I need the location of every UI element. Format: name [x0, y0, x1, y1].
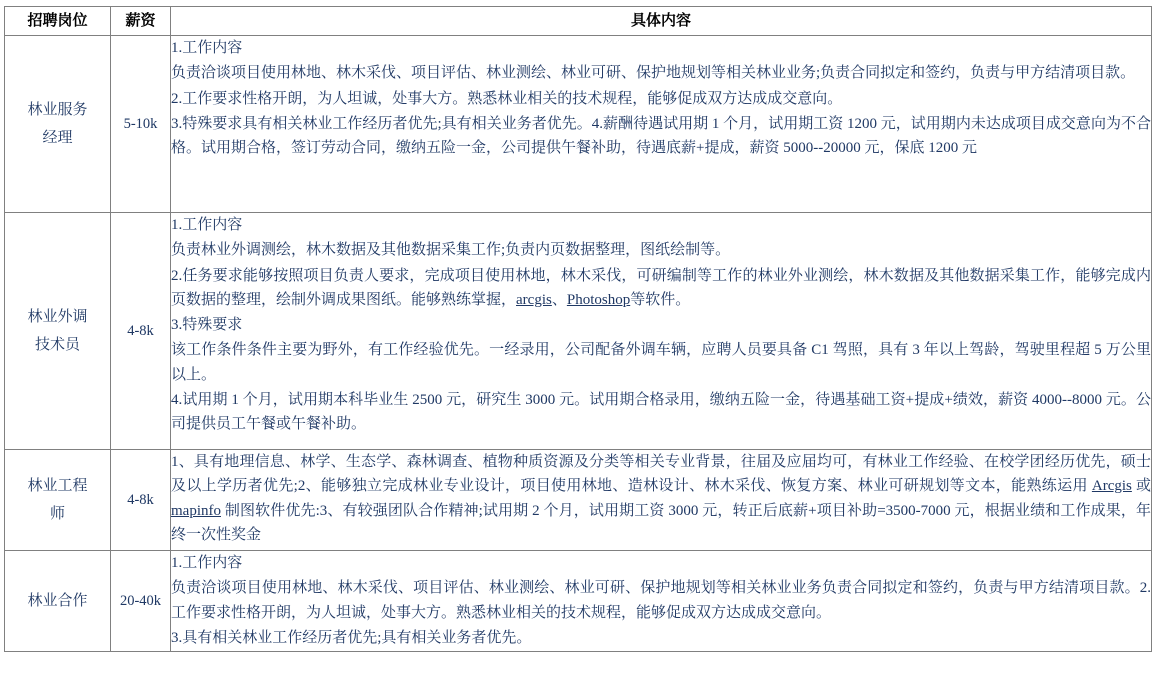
column-header-post: 招聘岗位: [5, 7, 111, 36]
detail-paragraph: 负责洽谈项目使用林地、林木采伐、项目评估、林业测绘、林业可研、保护地规划等相关林业业务负责合同拟定和签约，负责与甲方结清项目款。2.工作要求性格开朗，为人坦诚，处事大方。熟悉林业相关的技术规程，能够促成双方达成成交意向。: [171, 580, 1151, 621]
detail-text: 制图软件优先:3、有较强团队合作精神;试用期 2 个月，试用期工资 3000 元，转正后底薪+项目补助=3500-7000 元，根据业绩和工作成果，年终一次性奖金: [171, 502, 1151, 543]
detail-paragraph: 负责林业外调测绘，林木数据及其他数据采集工作;负责内页数据整理，图纸绘制等。: [171, 242, 731, 259]
cell-detail: [171, 450, 1152, 551]
job-listing-table: [4, 6, 1152, 652]
post-name-line2: 经理: [42, 130, 73, 146]
table-row: [5, 213, 1152, 450]
post-name-line2: 师: [49, 506, 65, 522]
cell-detail: [171, 36, 1152, 213]
post-name-line1: 林业外调: [27, 308, 88, 325]
cell-salary: 4-8k: [111, 450, 171, 551]
table-body: [5, 36, 1152, 652]
cell-salary: 5-10k: [111, 36, 171, 213]
detail-paragraph: 该工作条件条件主要为野外，有工作经验优先。一经录用，公司配备外调车辆，应聘人员要具备 C1 驾照，具有 3 年以上驾龄，驾驶里程超 5 万公里以上。: [171, 342, 1151, 383]
detail-paragraph: 2.工作要求性格开朗，为人坦诚，处事大方。熟悉林业相关的技术规程，能够促成双方达成成交意向。: [171, 90, 843, 107]
detail-paragraph: 3.具有相关林业工作经历者优先;具有相关业务者优先。: [171, 629, 532, 646]
software-name-arcgis: arcgis: [516, 291, 552, 308]
software-name-mapinfo: mapinfo: [171, 502, 221, 519]
detail-text: 1、具有地理信息、林学、生态学、森林调查、植物种质资源及分类等相关专业背景，往届及应届均可，有林业工作经验、在校学团经历优先，硕士及以上学历者优先;2、能够独立完成林业专业设计，项目使用林地、造林设计、林木采伐、恢复方案、林业可研规划等文本，能熟练运用: [171, 454, 1151, 495]
detail-text: 2.任务要求能够按照项目负责人要求，完成项目使用林地，林木采伐，可研编制等工作的林业外业测绘，林木数据及其他数据采集工作，能够完成内页数据的整理，绘制外调成果图纸。能够熟练掌握，: [171, 267, 1151, 308]
detail-paragraph: 4.试用期 1 个月，试用期本科毕业生 2500 元，研究生 3000 元。试用期合格录用，缴纳五险一金，待遇基础工资+提成+绩效，薪资 4000--8000 元。公司提供员工午餐或午餐补助。: [171, 392, 1151, 433]
detail-text: 或: [1131, 478, 1151, 495]
cell-detail: [171, 213, 1152, 450]
post-name-line1: 林业合作: [27, 592, 88, 609]
table-header-row: [5, 7, 1152, 36]
cell-post: [5, 36, 111, 213]
detail-paragraph: 1.工作内容: [171, 40, 243, 56]
cell-salary: 20-40k: [111, 551, 171, 652]
detail-paragraph: 负责洽谈项目使用林地、林木采伐、项目评估、林业测绘、林业可研、保护地规划等相关林业业务;负责合同拟定和签约，负责与甲方结清项目款。: [171, 65, 1136, 82]
detail-text: 、: [551, 291, 567, 308]
software-name-photoshop: Photoshop: [566, 291, 631, 308]
post-name-line2: 技术员: [34, 337, 80, 353]
detail-paragraph: 3.特殊要求: [171, 317, 243, 334]
table-header: [5, 7, 1152, 36]
cell-post: [5, 213, 111, 450]
detail-paragraph-software: [171, 264, 1151, 313]
table-row: [5, 36, 1152, 213]
table-row: [5, 450, 1152, 551]
detail-paragraph-software: [171, 450, 1151, 547]
column-header-detail: 具体内容: [171, 7, 1152, 36]
detail-text: 等软件。: [630, 291, 691, 308]
cell-post: [5, 450, 111, 551]
column-header-salary: 薪资: [111, 7, 171, 36]
detail-paragraph: 1.工作内容: [171, 217, 243, 233]
cell-post: [5, 551, 111, 652]
cell-salary: 4-8k: [111, 213, 171, 450]
cell-detail: [171, 551, 1152, 652]
table-row: [5, 551, 1152, 652]
post-name-line1: 林业工程: [27, 477, 88, 494]
detail-paragraph: 1.工作内容: [171, 555, 243, 571]
software-name-arcgis: Arcgis: [1091, 478, 1132, 495]
detail-paragraph: 3.特殊要求具有相关林业工作经历者优先;具有相关业务者优先。4.薪酬待遇试用期 1 个月，试用期工资 1200 元，试用期内未达成项目成交意向为不合格。试用期合格，签订劳动合同，缴纳五险一金，公司提供午餐补助，待遇底薪+提成，薪资 5000--20000 元，保底 1200 元: [171, 115, 1151, 157]
post-name-line1: 林业服务: [27, 101, 88, 118]
